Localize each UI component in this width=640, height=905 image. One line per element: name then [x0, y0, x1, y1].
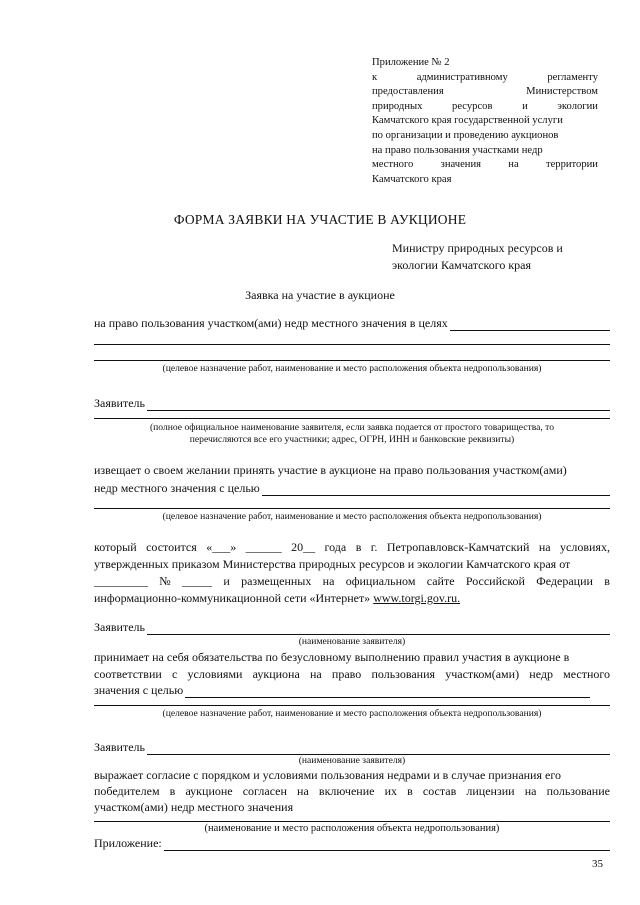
annex-word: ресурсов: [452, 100, 493, 112]
addressee-line: экологии Камчатского края: [392, 258, 532, 272]
consent-row: выражает согласие с порядком и условиями пользования недрами и в случае признания его: [94, 768, 561, 782]
text-word: пользования: [371, 667, 436, 681]
addressee-line: Министру природных ресурсов и: [392, 241, 563, 255]
annex-word: и: [522, 100, 528, 112]
text-word: право: [331, 667, 362, 681]
text-word: №: [159, 574, 171, 588]
annex-word: природных: [372, 100, 423, 112]
website-text: информационно-коммуникационной сети «Интернет»: [94, 591, 374, 605]
day-field[interactable]: «___»: [206, 540, 237, 554]
text-word: на: [309, 667, 322, 681]
annex-word: административному: [416, 71, 508, 83]
text-word: в: [169, 784, 176, 798]
text-word: условиями: [187, 667, 243, 681]
field-caption: перечисляются все его участники; адрес, ОГРН, ИНН и банковские реквизиты): [189, 434, 515, 445]
text-word: года: [324, 540, 347, 554]
text-word: на: [297, 784, 309, 798]
annex-line: Камчатского края: [372, 173, 452, 185]
annex-line: [372, 100, 598, 115]
annex-header: [372, 56, 598, 187]
text-word: согласен: [242, 784, 287, 798]
applicant2-field[interactable]: [147, 623, 610, 635]
purpose-field[interactable]: [450, 319, 610, 331]
text-word: в: [407, 784, 413, 798]
blank-line[interactable]: [94, 418, 610, 419]
field-caption: (целевое назначение работ, наименование и место расположения объекта недропользования): [162, 363, 542, 374]
applicant-field[interactable]: [147, 399, 610, 411]
annex-word: предоставления: [372, 86, 444, 98]
text-word: включение: [318, 784, 375, 798]
text-word: победителем: [94, 784, 160, 798]
applicant2-row: [94, 620, 610, 635]
text-word: их: [384, 784, 397, 798]
text-word: на: [538, 540, 551, 554]
text-word: размещенных: [241, 574, 312, 588]
applicant-row: [94, 396, 610, 411]
field-caption: (целевое назначение работ, наименование и место расположения объекта недропользования): [162, 708, 542, 719]
annex-word: к: [372, 71, 378, 83]
text-word: с: [172, 667, 178, 681]
form-title: ФОРМА ЗАЯВКИ НА УЧАСТИЕ В АУКЦИОНЕ: [173, 212, 467, 227]
order-row: утвержденных приказом Министерства природных ресурсов и экологии Камчатского края от: [94, 557, 571, 571]
attachment-row: [94, 836, 610, 851]
text-word: г.: [370, 540, 378, 554]
application-subtitle: Заявка на участие в аукционе: [245, 288, 395, 302]
annex-line: Камчатского края государственной услуги: [372, 115, 563, 127]
text-word: в: [355, 540, 362, 554]
obligation-purpose-row: [94, 683, 590, 698]
annex-line: по организации и проведению аукционов: [372, 129, 559, 141]
text-word: аукционе: [185, 784, 233, 798]
blank-line[interactable]: [94, 344, 610, 345]
blank-line[interactable]: [94, 705, 610, 706]
annex-line: [372, 85, 598, 100]
auction-date-row: [94, 540, 610, 555]
torgi-link[interactable]: www.torgi.gov.ru.: [373, 591, 461, 605]
text-word: недр: [529, 667, 553, 681]
purpose-text: на право пользования участком(ами) недр местного значения в целях: [94, 316, 448, 330]
text-word: официальном: [345, 574, 416, 588]
notice-purpose-text: недр местного значения с целью: [94, 481, 260, 495]
applicant-label: Заявитель: [94, 396, 145, 410]
text-word: состоится: [146, 540, 197, 554]
blank-line[interactable]: [94, 508, 610, 509]
text-word: соответствии: [94, 667, 162, 681]
obligation-purpose-text: значения с целью: [94, 683, 184, 697]
annex-word: территории: [545, 159, 598, 171]
text-word: Петропавловск-Камчатский: [386, 540, 530, 554]
text-word: на: [524, 784, 537, 798]
applicant3-label: Заявитель: [94, 740, 145, 754]
annex-word: Министерством: [526, 86, 598, 98]
text-word: в: [604, 574, 610, 588]
attachment-field[interactable]: [164, 839, 610, 851]
field-caption: (целевое назначение работ, наименование и место расположения объекта недропользования): [162, 511, 542, 522]
annex-word: регламенту: [547, 71, 598, 83]
text-word: пользование: [546, 784, 610, 798]
notice-row: [94, 463, 610, 478]
text-word: на: [322, 574, 335, 588]
text-word: сайте: [426, 574, 455, 588]
order-date-field[interactable]: _________: [94, 574, 148, 588]
annex-word: значения: [440, 159, 482, 171]
field-caption: (наименование заявителя): [298, 755, 406, 766]
blank-line[interactable]: [94, 360, 610, 361]
annex-word: на: [508, 159, 519, 171]
annex-word: местного: [372, 159, 414, 171]
text-word: аукциона: [252, 667, 300, 681]
purpose-row: [94, 316, 610, 331]
year-field[interactable]: 20__: [291, 540, 316, 554]
field-caption: (наименование заявителя): [298, 636, 406, 647]
field-caption: (наименование и место расположения объекта недропользования): [204, 823, 500, 834]
text-word: местного: [563, 667, 610, 681]
text-word: Российской: [465, 574, 525, 588]
text-word: условиях,: [560, 540, 610, 554]
text-word: лицензии: [466, 784, 515, 798]
addressee-block: [392, 240, 563, 274]
website-row: [94, 591, 610, 606]
text-word: состав: [422, 784, 457, 798]
text-word: участком(ами): [445, 667, 520, 681]
text-word: и: [223, 574, 230, 588]
notice-purpose-row: [94, 481, 610, 496]
annex-word: экологии: [557, 100, 598, 112]
obligation-row: принимает на себя обязательства по безусловному выполнению правил участия в аукционе в: [94, 650, 570, 664]
notice-purpose-field[interactable]: [262, 484, 610, 496]
page-number: 35: [592, 858, 603, 870]
attachment-label: Приложение:: [94, 836, 162, 850]
consent-row2: [94, 784, 610, 799]
notice-text: извещает о своем желании принять участие в аукционе на право пользования участком(ами): [94, 463, 567, 477]
annex-line: на право пользования участками недр: [372, 144, 543, 156]
order-number-field[interactable]: _____: [182, 574, 213, 588]
obligation-purpose-field[interactable]: [185, 686, 590, 698]
obligation-row2: [94, 667, 610, 682]
field-caption: (полное официальное наименование заявителя, если заявка подается от простого товарищества, то: [149, 422, 555, 433]
text-word: Федерации: [536, 574, 593, 588]
applicant3-row: [94, 740, 610, 755]
text-word: который: [94, 540, 137, 554]
annex-line: [372, 158, 598, 173]
order-number-row: [94, 574, 610, 589]
annex-line: [372, 71, 598, 86]
annex-line: Приложение № 2: [372, 57, 450, 68]
consent-row3: участком(ами) недр местного значения: [94, 800, 294, 814]
month-field[interactable]: ______: [245, 540, 282, 554]
applicant2-label: Заявитель: [94, 620, 145, 634]
